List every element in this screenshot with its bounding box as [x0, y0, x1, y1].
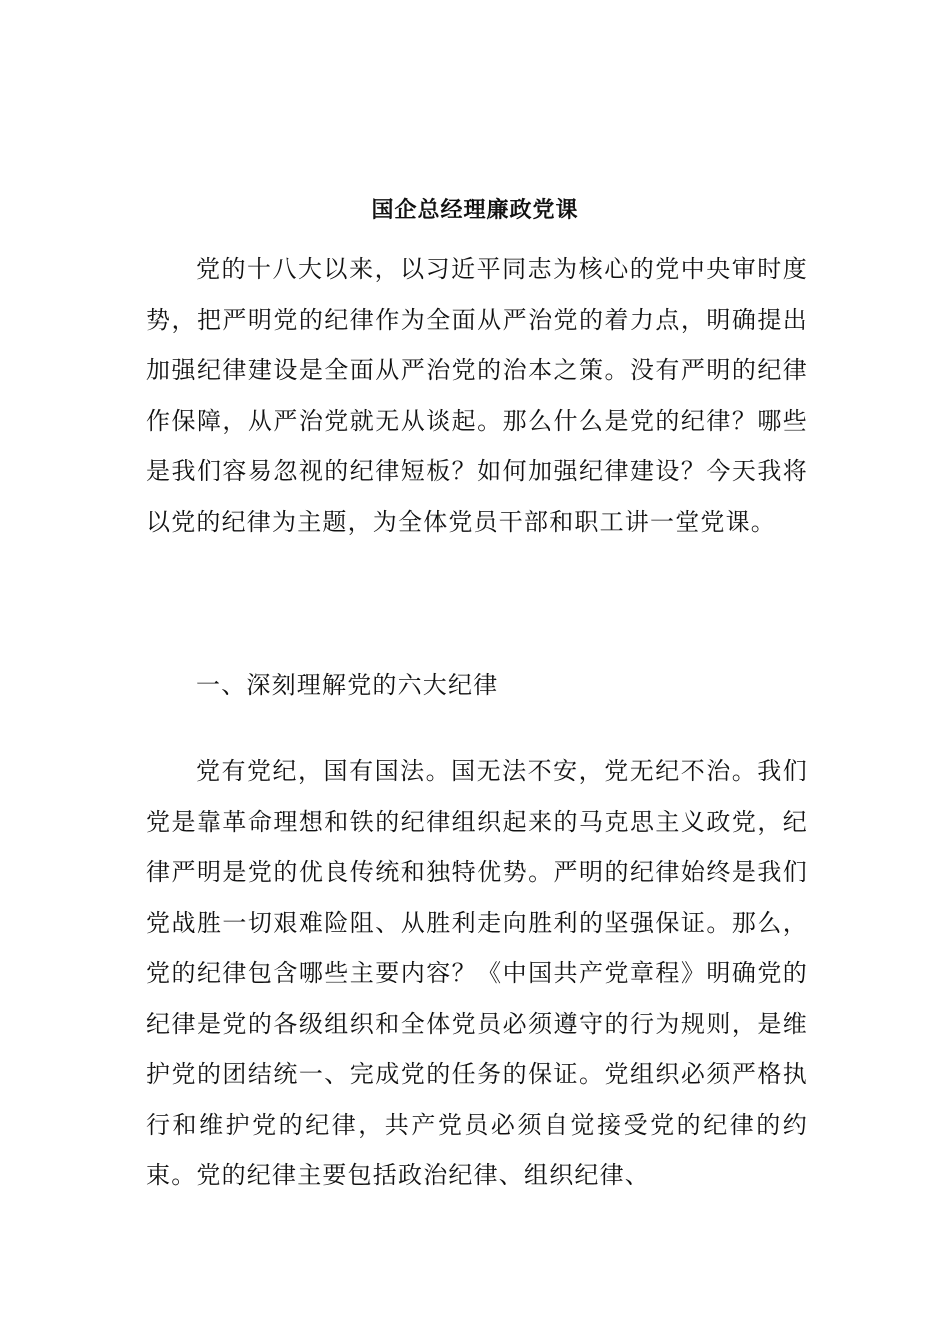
document-title: 国企总经理廉政党课: [371, 198, 579, 223]
section-heading: 一、深刻理解党的六大纪律: [196, 671, 499, 699]
intro-paragraph: 党的十八大以来，以习近平同志为核心的党中央审时度势，把严明党的纪律作为全面从严治党的着力点，明确提出加强纪律建设是全面从严治党的治本之策。没有严明的纪律作保障，从严治党就无从谈起。那么什么是党的纪律？哪些是我们容易忽视的纪律短板？如何加强纪律建设？今天我将以党的纪律为主题，为全体党员干部和职工讲一堂党课。: [146, 255, 808, 536]
body-paragraph: 党有党纪，国有国法。国无法不安，党无纪不治。我们党是靠革命理想和铁的纪律组织起来的马克思主义政党，纪律严明是党的优良传统和独特优势。严明的纪律始终是我们党战胜一切艰难险阻、从胜利走向胜利的坚强保证。那么，党的纪律包含哪些主要内容？《中国共产党章程》明确党的纪律是党的各级组织和全体党员必须遵守的行为规则，是维护党的团结统一、完成党的任务的保证。党组织必须严格执行和维护党的纪律，共产党员必须自觉接受党的纪律的约束。党的纪律主要包括政治纪律、组织纪律、: [146, 757, 808, 1189]
